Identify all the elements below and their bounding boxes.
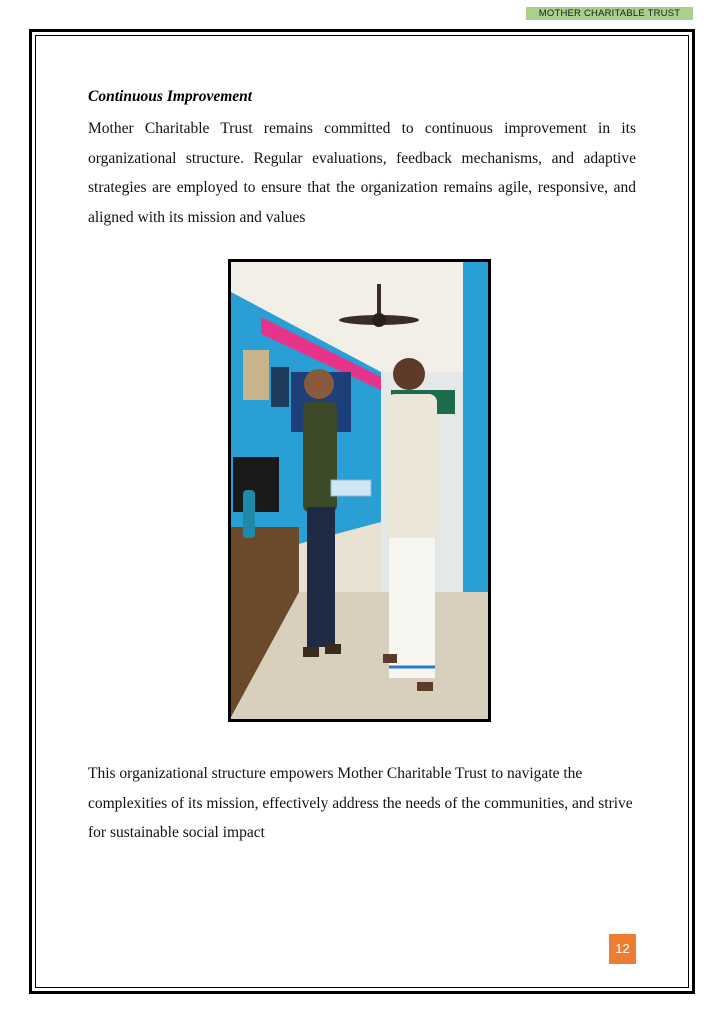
intro-paragraph: Mother Charitable Trust remains committed to continuous improvement in its organizational structure. Regular evaluations, feedback mechanisms, and adaptive strategies are employed to ensure that the organization remains agile, responsive, and aligned with its mission and values	[88, 120, 636, 226]
section-heading: Continuous Improvement	[88, 88, 253, 105]
cheque-handover-photo	[228, 259, 491, 722]
page-number-badge: 12	[609, 934, 636, 964]
header-tag: MOTHER CHARITABLE TRUST	[526, 7, 693, 20]
photo-icon	[231, 262, 488, 719]
closing-paragraph: This organizational structure empowers Mother Charitable Trust to navigate the complexities of its mission, effectively address the needs of the communities, and strive for sustainable social impact	[88, 765, 633, 841]
